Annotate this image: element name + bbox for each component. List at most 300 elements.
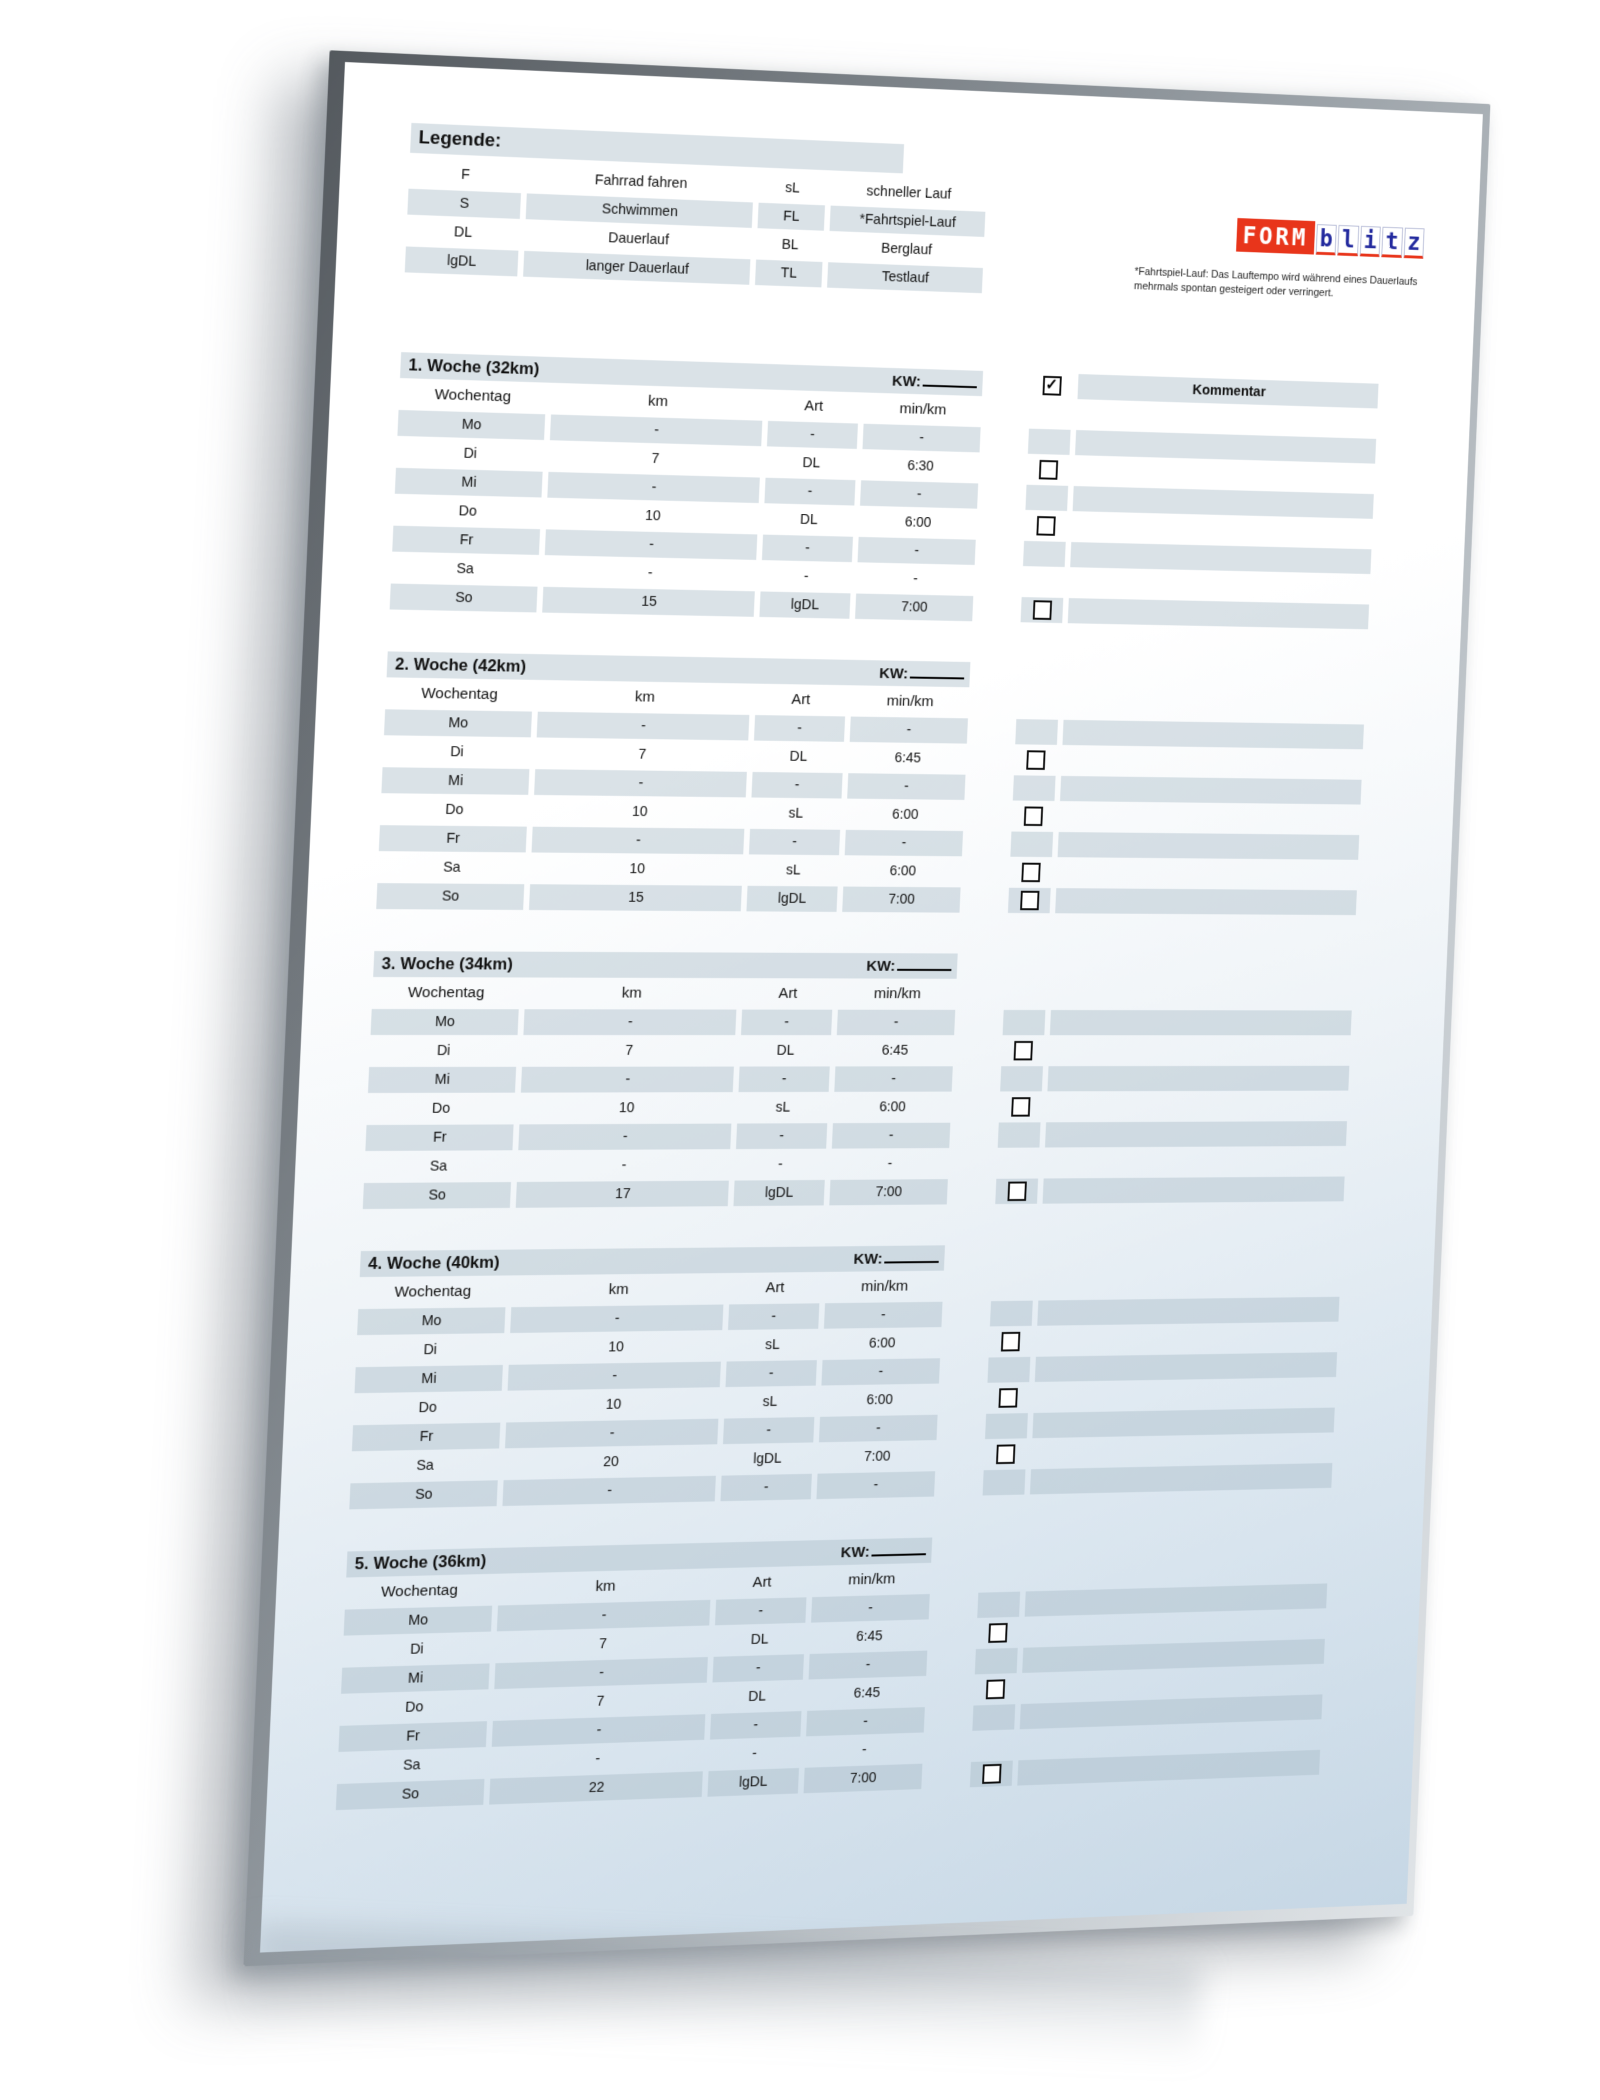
pace-cell: 7:00 <box>863 1448 891 1465</box>
day-cell: Mi <box>354 1365 502 1393</box>
comment-field[interactable] <box>1046 1093 1348 1119</box>
pace-cell: - <box>832 1123 951 1149</box>
km-cell: 7 <box>596 1693 605 1710</box>
pace-cell: 6:00 <box>889 863 917 880</box>
spacer <box>972 718 1010 744</box>
km-cell: - <box>492 1714 706 1747</box>
col-header-art: Art <box>778 985 798 1002</box>
art-cell: lgDL <box>759 591 850 618</box>
checkbox-cell <box>998 1122 1041 1147</box>
day-cell: Sa <box>456 561 475 578</box>
pace-cell: 6:45 <box>881 1042 909 1059</box>
checkbox-cell <box>1025 485 1068 511</box>
spacer <box>946 1329 984 1355</box>
col-header-km: km <box>608 1281 629 1299</box>
empty-cell <box>978 1563 1021 1589</box>
logo-blitz-part <box>1314 224 1425 259</box>
spacer <box>968 831 1006 857</box>
pace-cell: 6:00 <box>868 1335 896 1352</box>
checkbox-cell <box>1024 513 1067 539</box>
kw-blank-field[interactable] <box>910 664 965 680</box>
comment-field[interactable] <box>1058 832 1360 860</box>
pace-cell: 6:00 <box>866 1392 894 1409</box>
km-cell: - <box>547 472 760 503</box>
col-header-pace: min/km <box>886 692 934 711</box>
day-checkbox[interactable] <box>998 1388 1017 1408</box>
col-header-pace: min/km <box>899 400 947 419</box>
art-cell: sL <box>775 1099 791 1116</box>
col-header-day: Wochentag <box>394 1282 472 1301</box>
comment-field[interactable] <box>1073 486 1374 519</box>
km-cell: - <box>497 1600 711 1632</box>
comment-field[interactable] <box>1036 1324 1338 1353</box>
kw-blank-field[interactable] <box>897 956 952 971</box>
art-cell: sL <box>788 805 804 822</box>
week-grid <box>336 1527 1380 1810</box>
day-cell: Mi <box>368 1067 516 1093</box>
pace-cell: 7:00 <box>829 1179 948 1205</box>
day-cell: Mi <box>395 468 543 498</box>
col-header-art: Art <box>752 1573 772 1591</box>
km-cell: 15 <box>529 884 742 911</box>
day-cell: So <box>349 1480 497 1509</box>
day-checkbox[interactable] <box>1020 891 1039 910</box>
fahrtspiel-footnote: *Fahrtspiel-Lauf: Das Lauftempo wird während eines Dauerlaufs mehrmals spontan gesteigert oder verringert. <box>1133 265 1418 300</box>
day-checkbox[interactable] <box>1000 1332 1019 1352</box>
spacer <box>940 1470 978 1496</box>
comment-field[interactable] <box>1071 514 1372 546</box>
spacer <box>966 859 1004 885</box>
legend-abbr: S <box>407 189 521 219</box>
day-checkbox[interactable] <box>1036 516 1055 536</box>
spacer <box>937 1536 975 1562</box>
checkbox-cell <box>1027 457 1070 483</box>
empty-cell <box>1038 1269 1340 1298</box>
comment-field[interactable] <box>1070 542 1371 574</box>
comment-field[interactable] <box>1037 1297 1339 1326</box>
day-cell: Mo <box>397 410 545 440</box>
week-section <box>390 352 1429 630</box>
day-cell: Sa <box>402 1757 421 1774</box>
spacer <box>962 954 1000 979</box>
logo-letter: l <box>1337 225 1358 256</box>
km-cell: 7 <box>624 1042 634 1059</box>
kw-label: KW: <box>853 1250 883 1268</box>
art-cell: lgDL <box>707 1768 799 1797</box>
pace-cell: - <box>816 1471 935 1499</box>
art-cell: - <box>710 1711 802 1740</box>
spacer <box>932 1649 970 1675</box>
legend-abbr: lgDL <box>405 246 519 276</box>
pace-cell: - <box>819 1415 938 1443</box>
checkbox-cell <box>1000 1066 1043 1091</box>
spacer <box>947 1301 985 1327</box>
km-cell: - <box>545 529 758 560</box>
comment-field[interactable] <box>1032 1408 1334 1439</box>
header-checkbox-cell <box>992 1244 1035 1270</box>
checkbox-cell <box>1021 597 1064 623</box>
pace-cell: - <box>837 1010 955 1035</box>
header-checkbox-cell <box>1005 954 1048 979</box>
comment-field[interactable] <box>1050 1010 1352 1035</box>
day-checkbox[interactable] <box>1023 806 1042 826</box>
col-header-art: Art <box>804 397 824 415</box>
logo-letter: t <box>1381 227 1402 258</box>
col-header-day: Wochentag <box>380 1581 459 1601</box>
day-checkbox[interactable] <box>1026 750 1045 770</box>
legend-abbr: sL <box>784 180 801 197</box>
legend-desc: *Fahrtspiel-Lauf <box>830 206 986 237</box>
day-cell: Do <box>444 801 464 819</box>
day-cell: Mo <box>384 709 532 737</box>
comment-field[interactable] <box>1044 1149 1346 1176</box>
spacer <box>945 1358 983 1384</box>
km-cell: 10 <box>631 803 648 820</box>
pace-cell: - <box>845 830 963 856</box>
comment-field[interactable] <box>1034 1380 1336 1410</box>
km-cell: 10 <box>618 1100 635 1117</box>
art-cell: sL <box>762 1394 778 1411</box>
day-cell: Fr <box>338 1721 487 1752</box>
km-cell: - <box>505 1419 718 1449</box>
kw-label: KW: <box>891 372 922 391</box>
art-cell: - <box>715 1597 806 1625</box>
spacer <box>941 1442 979 1468</box>
kw-field <box>892 371 978 393</box>
checkbox-cell <box>977 1592 1020 1618</box>
km-cell: 15 <box>542 587 755 617</box>
spacer <box>983 484 1021 510</box>
tilted-document <box>260 62 1483 1953</box>
legend-abbr: BL <box>781 236 799 254</box>
km-cell: 17 <box>516 1181 729 1208</box>
pace-cell: - <box>834 1066 952 1092</box>
km-cell: 10 <box>629 861 646 878</box>
legend-desc: langer Dauerlauf <box>523 251 750 285</box>
checkbox-cell <box>990 1301 1033 1327</box>
checkbox-cell <box>984 1441 1027 1467</box>
day-checkbox[interactable] <box>1007 1182 1026 1202</box>
day-cell: Di <box>409 1641 424 1658</box>
comment-field[interactable] <box>1055 888 1357 915</box>
art-cell: DL <box>802 455 821 472</box>
comment-field[interactable] <box>1043 1176 1345 1203</box>
week-grid <box>349 1241 1392 1509</box>
art-cell: - <box>725 1360 816 1387</box>
header-checkbox-cell <box>1030 373 1073 399</box>
legend-abbr: FL <box>757 203 825 231</box>
kw-blank-field[interactable] <box>871 1541 926 1557</box>
art-cell: - <box>764 478 855 506</box>
spacer <box>986 399 1024 425</box>
art-cell: - <box>777 1156 784 1173</box>
day-cell: Sa <box>442 859 461 876</box>
week-title: 3. Woche (34km) <box>381 954 514 974</box>
km-cell: 22 <box>489 1771 703 1804</box>
checkbox-cell <box>983 1469 1026 1495</box>
kw-field <box>879 663 965 684</box>
spacer <box>943 1386 981 1412</box>
pace-cell: - <box>850 717 968 744</box>
week-grid <box>363 951 1405 1209</box>
spacer <box>948 1273 986 1299</box>
week-grid <box>390 352 1429 630</box>
kw-label: KW: <box>840 1543 871 1562</box>
km-cell: - <box>518 1124 731 1151</box>
legend-desc: Schwimmen <box>526 193 753 228</box>
spacer <box>981 512 1019 538</box>
spacer <box>978 596 1016 622</box>
comment-field[interactable] <box>1059 804 1361 832</box>
art-cell: - <box>767 421 858 449</box>
kw-blank-field[interactable] <box>923 372 978 388</box>
checkbox-cell <box>1015 719 1058 745</box>
day-checkbox[interactable] <box>1021 863 1040 883</box>
checkbox-cell <box>1010 832 1053 858</box>
spacer <box>974 690 1012 716</box>
spacer <box>984 455 1022 481</box>
art-cell: lgDL <box>733 1180 824 1206</box>
comment-field[interactable] <box>1030 1463 1332 1494</box>
km-cell: - <box>534 769 747 797</box>
km-cell: - <box>595 1751 601 1768</box>
comment-field[interactable] <box>1062 720 1363 749</box>
checkbox-cell <box>1022 569 1065 595</box>
art-cell: - <box>749 829 840 855</box>
pace-cell: 6:45 <box>855 1628 883 1645</box>
day-checkbox[interactable] <box>982 1764 1001 1784</box>
art-cell: - <box>736 1123 827 1149</box>
week-sections <box>336 352 1429 1810</box>
day-cell: Di <box>423 1342 438 1359</box>
spacer <box>985 427 1023 453</box>
checkbox-cell <box>989 1329 1032 1355</box>
spacer <box>988 371 1026 397</box>
comment-field[interactable] <box>1069 570 1370 602</box>
checkbox-cell <box>1023 541 1066 567</box>
empty-cell <box>1051 982 1353 1008</box>
header-checkbox-cell <box>1018 663 1061 689</box>
kw-blank-field[interactable] <box>884 1248 939 1263</box>
pace-cell: 6:00 <box>891 806 919 823</box>
checkbox-cell <box>1012 803 1055 829</box>
pace-cell: - <box>860 480 978 508</box>
comment-field[interactable] <box>1035 1352 1337 1382</box>
pace-cell: 7:00 <box>855 594 973 622</box>
day-cell: Di <box>436 1042 451 1059</box>
art-cell: DL <box>750 1631 769 1648</box>
checkbox-cell <box>995 1179 1038 1205</box>
spacer <box>931 1678 969 1704</box>
week-section <box>349 1241 1392 1509</box>
day-checkbox[interactable] <box>1038 460 1057 480</box>
comment-field[interactable] <box>1031 1435 1333 1466</box>
art-cell: - <box>741 1010 832 1036</box>
art-cell: - <box>751 1745 758 1762</box>
spacer <box>960 1010 998 1035</box>
col-header-km: km <box>647 392 669 411</box>
km-cell: 7 <box>651 450 660 467</box>
pace-cell: - <box>847 773 965 800</box>
day-cell: Sa <box>415 1457 435 1475</box>
day-cell: Di <box>449 744 464 761</box>
checkbox-cell <box>996 1150 1039 1175</box>
comment-field[interactable] <box>1047 1066 1349 1092</box>
km-cell: 10 <box>607 1339 625 1356</box>
spacer <box>956 1094 994 1119</box>
km-cell: - <box>647 565 653 582</box>
logo-letter: z <box>1403 228 1424 259</box>
col-header-art: Art <box>791 691 811 709</box>
day-cell: So <box>336 1779 485 1810</box>
checkbox-cell <box>975 1648 1018 1675</box>
spacer <box>965 887 1003 912</box>
pace-cell: - <box>809 1651 928 1680</box>
legend-abbr: TL <box>755 260 823 288</box>
pace-cell: 7:00 <box>804 1764 923 1794</box>
checkbox-cell <box>1001 1038 1044 1063</box>
day-checkbox[interactable] <box>1011 1097 1030 1116</box>
day-cell: Fr <box>392 526 540 555</box>
legend-desc: Testlauf <box>827 262 983 293</box>
spacer <box>954 1151 992 1176</box>
legend-desc: schneller Lauf <box>866 183 952 203</box>
day-cell: Mo <box>344 1606 493 1636</box>
pace-cell: 7:00 <box>842 887 960 913</box>
comment-field[interactable] <box>1061 748 1363 777</box>
pace-cell: - <box>811 1594 930 1623</box>
spacer <box>929 1706 967 1733</box>
comment-field[interactable] <box>1060 776 1362 805</box>
day-cell: So <box>390 584 538 613</box>
pace-cell: - <box>861 1742 868 1758</box>
comment-field[interactable] <box>1045 1121 1347 1147</box>
km-cell: - <box>494 1657 708 1689</box>
day-cell: Do <box>418 1399 438 1417</box>
week-title: 1. Woche (32km) <box>408 355 540 379</box>
day-cell: Do <box>404 1699 424 1716</box>
art-cell: - <box>751 772 842 799</box>
art-cell: - <box>803 568 809 585</box>
legend-abbr: F <box>460 166 471 184</box>
day-checkbox[interactable] <box>996 1444 1015 1464</box>
checkbox-cell <box>1008 888 1051 913</box>
legend-desc: Fahrrad fahren <box>594 172 688 192</box>
comment-field[interactable] <box>1068 598 1369 629</box>
pace-cell: 6:45 <box>894 750 922 767</box>
spacer <box>927 1762 965 1789</box>
col-header-day: Wochentag <box>407 984 485 1002</box>
art-cell: - <box>723 1417 814 1444</box>
day-cell: Mo <box>357 1307 505 1335</box>
week-title-band <box>360 1245 945 1277</box>
pace-cell: 6:45 <box>853 1685 881 1702</box>
km-cell: - <box>532 827 745 855</box>
art-cell: - <box>728 1303 819 1330</box>
checkbox-cell <box>1009 860 1052 886</box>
checkbox-cell <box>1028 429 1071 455</box>
kw-label: KW: <box>878 665 909 683</box>
pace-cell: - <box>862 424 980 453</box>
pace-cell: 6:30 <box>906 458 935 475</box>
day-cell: Di <box>463 445 478 462</box>
comment-field[interactable] <box>1049 1038 1351 1063</box>
kw-field <box>840 1541 926 1563</box>
spacer <box>934 1593 972 1619</box>
checkbox-cell <box>970 1761 1013 1788</box>
col-header-km: km <box>634 688 656 706</box>
week-section <box>363 951 1405 1209</box>
spacer <box>961 982 999 1007</box>
km-cell: - <box>521 1067 734 1093</box>
day-checkbox[interactable] <box>1032 600 1051 620</box>
spacer <box>928 1734 966 1761</box>
legend-desc: Dauerlauf <box>607 230 670 249</box>
art-cell: lgDL <box>752 1450 783 1468</box>
kw-label: KW: <box>866 957 896 975</box>
art-cell: - <box>720 1474 811 1501</box>
kw-field <box>866 956 952 976</box>
day-checkbox[interactable] <box>988 1623 1007 1643</box>
day-checkbox[interactable] <box>985 1679 1004 1699</box>
day-cell: So <box>363 1182 511 1209</box>
day-cell: Mo <box>371 1009 519 1035</box>
km-cell: - <box>621 1157 627 1174</box>
day-cell: Sa <box>429 1158 448 1175</box>
day-checkbox[interactable] <box>1013 1041 1032 1060</box>
header-checkbox-cell <box>980 1535 1023 1561</box>
day-cell: Do <box>431 1100 451 1117</box>
checkbox-cell <box>999 1094 1042 1119</box>
document-page <box>260 62 1483 1953</box>
art-cell: sL <box>764 1337 781 1354</box>
km-cell: - <box>508 1362 721 1391</box>
week-section <box>376 651 1416 915</box>
km-cell: 10 <box>644 508 661 525</box>
week-grid <box>376 651 1416 915</box>
day-cell: Mi <box>381 767 529 795</box>
pace-cell: - <box>858 537 976 565</box>
km-cell: - <box>510 1305 723 1334</box>
logo-form-part: FORM <box>1236 218 1315 255</box>
checkbox-cell <box>971 1732 1014 1759</box>
day-cell: Fr <box>352 1423 500 1452</box>
pace-cell: - <box>806 1707 925 1736</box>
legend-title: Legende: <box>410 123 904 173</box>
logo-letter: i <box>1359 226 1380 257</box>
checkbox-cell <box>987 1357 1030 1383</box>
km-cell: - <box>502 1476 715 1506</box>
km-cell: 7 <box>638 746 647 763</box>
col-header-art: Art <box>765 1279 785 1297</box>
col-header-day: Wochentag <box>420 684 499 704</box>
day-cell: Fr <box>365 1124 513 1151</box>
km-cell: - <box>537 712 750 741</box>
art-cell: - <box>738 1066 829 1092</box>
week-done-checkbox[interactable] <box>1042 376 1061 396</box>
km-cell: 10 <box>605 1396 622 1413</box>
spacer <box>959 1038 997 1063</box>
spacer <box>955 1123 993 1148</box>
checkbox-cell <box>1014 747 1057 773</box>
checkbox-cell <box>976 1620 1019 1646</box>
legend-abbr: DL <box>453 224 473 241</box>
comment-field[interactable] <box>1056 860 1358 887</box>
spacer <box>979 568 1017 594</box>
col-header-km: km <box>595 1577 616 1596</box>
art-cell: - <box>754 715 845 742</box>
col-header-pace: min/km <box>847 1570 896 1589</box>
